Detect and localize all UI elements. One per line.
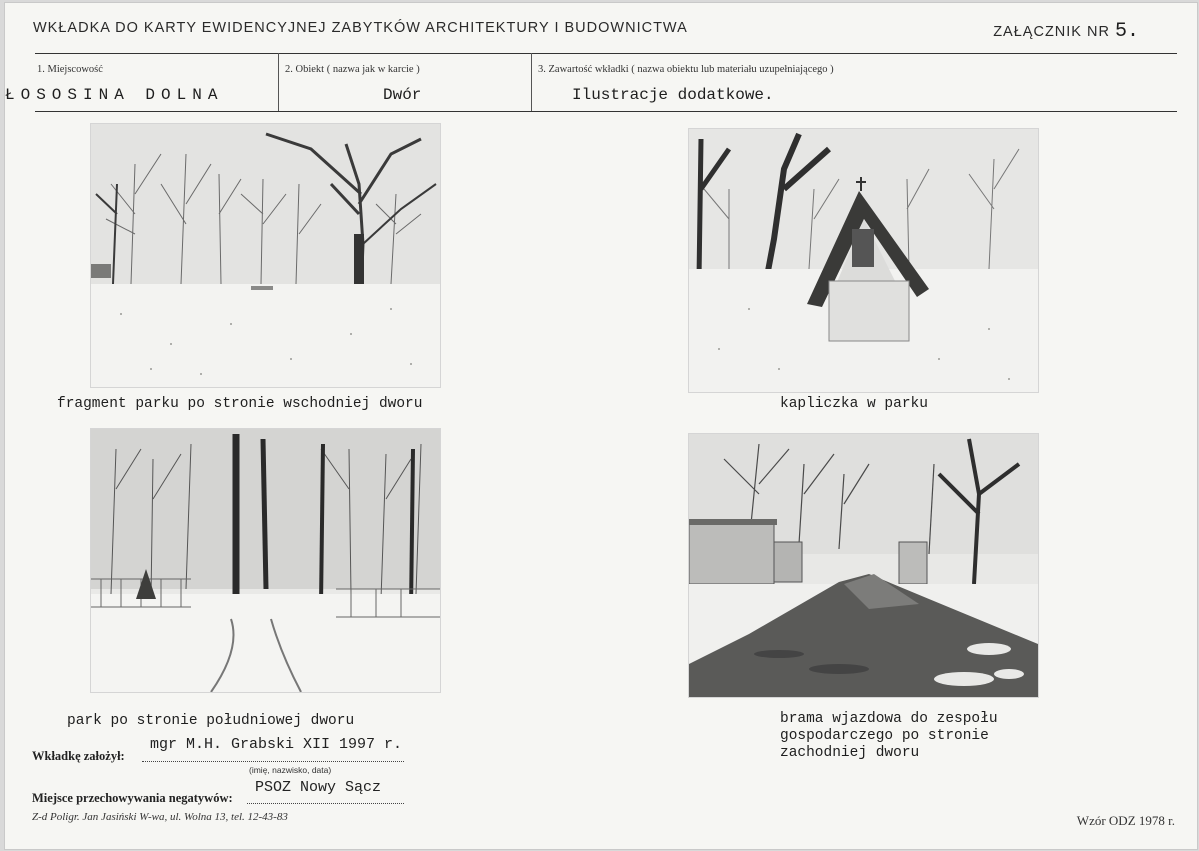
object-label: 2. Obiekt ( nazwa jak w karcie )	[285, 64, 420, 75]
annex-label	[993, 20, 1139, 43]
photo-park-east-image	[91, 124, 440, 387]
caption-park-south: park po stronie południowej dworu	[67, 713, 355, 729]
bottom-rule	[35, 111, 1177, 112]
caption-park-east: fragment parku po stronie wschodniej dworu	[57, 396, 423, 412]
storage-value: PSOZ Nowy Sącz	[255, 779, 382, 796]
record-card-insert	[4, 2, 1198, 850]
top-rule	[35, 53, 1177, 54]
storage-label: Miejsce przechowywania negatywów:	[32, 791, 233, 805]
place-label: 1. Miejscowość	[37, 64, 103, 75]
founder-value: mgr M.H. Grabski XII 1997 r.	[150, 736, 403, 753]
annex-label-text: ZAŁĄCZNIK NR	[993, 24, 1110, 40]
storage-dotted-line	[247, 803, 404, 804]
form-model: Wzór ODZ 1978 r.	[1076, 813, 1175, 828]
caption-entrance-gate: brama wjazdowa do zespołu gospodarczego po stronie zachodniej dworu	[780, 711, 998, 761]
photo-entrance-gate-image	[689, 434, 1038, 697]
field-divider-2	[531, 53, 532, 111]
founder-hint: (imię, nazwisko, data)	[249, 765, 332, 775]
place-value: ŁOSOSINA DOLNA	[5, 86, 224, 104]
photo-entrance-gate	[688, 433, 1039, 698]
photo-chapel	[688, 128, 1039, 393]
content-label: 3. Zawartość wkładki ( nazwa obiektu lub materiału uzupełniającego )	[538, 64, 834, 75]
photo-park-south-image	[91, 429, 440, 692]
photo-park-south	[90, 428, 441, 693]
founder-dotted-line	[142, 761, 404, 762]
field-divider-1	[278, 53, 279, 111]
photo-park-east	[90, 123, 441, 388]
content-value: Ilustracje dodatkowe.	[572, 86, 774, 104]
object-value: Dwór	[383, 86, 422, 104]
caption-chapel: kapliczka w parku	[780, 396, 928, 412]
card-title: WKŁADKA DO KARTY EWIDENCYJNEJ ZABYTKÓW ARCHITEKTURY I BUDOWNICTWA	[33, 20, 688, 36]
founder-label: Wkładkę założył:	[32, 749, 125, 763]
annex-number: 5.	[1114, 20, 1139, 43]
printer-imprint: Z-d Poligr. Jan Jasiński W-wa, ul. Wolna 13, tel. 12-43-83	[32, 811, 288, 823]
photo-chapel-image	[689, 129, 1038, 392]
